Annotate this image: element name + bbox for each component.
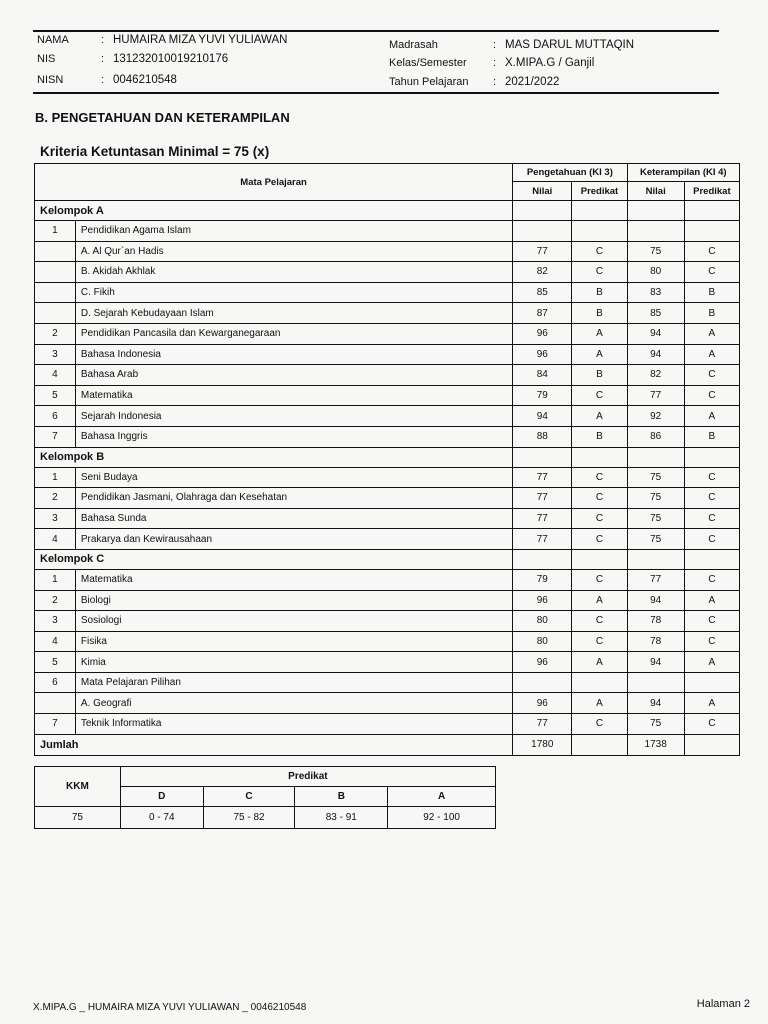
- row-number: 2: [35, 590, 76, 611]
- table-row: [35, 385, 740, 406]
- ki3-nilai: 96: [513, 323, 572, 344]
- ki4-predikat: A: [684, 406, 739, 427]
- table-row: [35, 693, 740, 714]
- empty-cell: [513, 201, 572, 221]
- kkm-label: KKM: [35, 767, 121, 807]
- ki4-predikat: A: [684, 693, 739, 714]
- colon: :: [493, 57, 497, 69]
- madrasah-value: MAS DARUL MUTTAQIN: [505, 39, 635, 51]
- table-row: [35, 672, 740, 693]
- ki3-nilai: 96: [513, 652, 572, 673]
- ki4-predikat: C: [684, 508, 739, 529]
- ki3-nilai: 77: [513, 241, 572, 262]
- ki3-predikat: C: [572, 467, 627, 488]
- colon: :: [493, 39, 497, 51]
- colon: :: [101, 34, 105, 46]
- row-number: 3: [35, 344, 76, 365]
- subject-name: Matematika: [75, 569, 512, 590]
- ki3-predikat: B: [572, 426, 627, 447]
- ki4-nilai: 78: [627, 631, 684, 652]
- subject-name: Bahasa Arab: [75, 365, 512, 386]
- ki3-predikat: B: [572, 303, 627, 324]
- table-row: [35, 221, 740, 242]
- subject-name: Fisika: [75, 631, 512, 652]
- ki3-predikat: [572, 221, 627, 242]
- table-row: [35, 631, 740, 652]
- table-row: [35, 406, 740, 427]
- grade-letter: B: [295, 787, 388, 807]
- grades-table: [34, 163, 740, 756]
- section-title: B. PENGETAHUAN DAN KETERAMPILAN: [35, 110, 290, 125]
- ki4-predikat: C: [684, 631, 739, 652]
- ki4-nilai: 83: [627, 282, 684, 303]
- group-name: Kelompok B: [35, 447, 513, 467]
- student-name: HUMAIRA MIZA YUVI YULIAWAN: [113, 34, 288, 46]
- ki4-nilai: [627, 221, 684, 242]
- table-row: [35, 488, 740, 509]
- grade-range: 83 - 91: [295, 807, 388, 829]
- predikat-header: Predikat: [684, 182, 739, 201]
- ki4-nilai: 94: [627, 652, 684, 673]
- nilai-header: Nilai: [513, 182, 572, 201]
- subject-name: Teknik Informatika: [75, 714, 512, 735]
- ki3-predikat: C: [572, 488, 627, 509]
- total-row: [35, 734, 740, 755]
- subject-header: Mata Pelajaran: [35, 164, 513, 201]
- ki4-nilai: 80: [627, 262, 684, 283]
- subject-name: A. Geografi: [75, 693, 512, 714]
- group-row: [35, 447, 740, 467]
- row-number: 2: [35, 488, 76, 509]
- ki4-nilai: 77: [627, 385, 684, 406]
- ki3-predikat: A: [572, 406, 627, 427]
- kelas-value: X.MIPA.G / Ganjil: [505, 57, 595, 69]
- colon: :: [101, 53, 105, 65]
- empty-cell: [627, 201, 684, 221]
- group-name: Kelompok C: [35, 549, 513, 569]
- ki4-nilai: 94: [627, 344, 684, 365]
- predikat-label: Predikat: [120, 767, 495, 787]
- empty-cell: [572, 549, 627, 569]
- empty-cell: [513, 549, 572, 569]
- grade-letter: A: [388, 787, 496, 807]
- nama-label: NAMA: [37, 34, 69, 46]
- ki3-predikat: A: [572, 590, 627, 611]
- ki4-nilai: 85: [627, 303, 684, 324]
- table-row: [35, 467, 740, 488]
- ki4-predikat: B: [684, 303, 739, 324]
- student-nisn: 0046210548: [113, 74, 177, 86]
- kkm-table: [34, 766, 496, 829]
- ki4-predikat: [684, 221, 739, 242]
- table-row: [35, 508, 740, 529]
- row-number: 1: [35, 221, 76, 242]
- page-number: Halaman 2: [696, 998, 750, 1010]
- table-row: [35, 652, 740, 673]
- row-number: 3: [35, 611, 76, 632]
- total-label: Jumlah: [35, 734, 513, 755]
- ki3-predikat: A: [572, 693, 627, 714]
- row-number: 5: [35, 652, 76, 673]
- subject-name: Bahasa Sunda: [75, 508, 512, 529]
- subject-name: A. Al Qur`an Hadis: [75, 241, 512, 262]
- row-number: 4: [35, 529, 76, 550]
- empty-cell: [513, 447, 572, 467]
- grade-range: 0 - 74: [120, 807, 203, 829]
- ki3-predikat: A: [572, 652, 627, 673]
- subject-name: Prakarya dan Kewirausahaan: [75, 529, 512, 550]
- grade-range: 92 - 100: [388, 807, 496, 829]
- ki3-nilai: [513, 672, 572, 693]
- student-nis: 131232010019210176: [113, 53, 229, 65]
- table-row: [35, 365, 740, 386]
- ki4-predikat: A: [684, 323, 739, 344]
- empty-cell: [627, 549, 684, 569]
- total-ki3: 1780: [513, 734, 572, 755]
- empty-cell: [572, 734, 627, 755]
- ki3-nilai: 82: [513, 262, 572, 283]
- subject-name: Pendidikan Pancasila dan Kewarganegaraan: [75, 323, 512, 344]
- group-row: [35, 549, 740, 569]
- ki3-header: Pengetahuan (KI 3): [513, 164, 627, 182]
- ki4-nilai: [627, 672, 684, 693]
- ki3-nilai: 84: [513, 365, 572, 386]
- subject-name: Bahasa Indonesia: [75, 344, 512, 365]
- colon: :: [101, 74, 105, 86]
- ki4-nilai: 75: [627, 508, 684, 529]
- ki4-nilai: 94: [627, 590, 684, 611]
- madrasah-label: Madrasah: [389, 39, 438, 51]
- subject-name: B. Akidah Akhlak: [75, 262, 512, 283]
- ki3-predikat: C: [572, 262, 627, 283]
- ki3-predikat: A: [572, 344, 627, 365]
- student-info-header: [33, 30, 719, 94]
- ki3-nilai: 77: [513, 714, 572, 735]
- ki3-predikat: C: [572, 241, 627, 262]
- ki4-predikat: A: [684, 590, 739, 611]
- ki3-nilai: 77: [513, 529, 572, 550]
- ki3-nilai: 85: [513, 282, 572, 303]
- table-row: [35, 282, 740, 303]
- predikat-header: Predikat: [572, 182, 627, 201]
- ki3-nilai: 94: [513, 406, 572, 427]
- row-number: 6: [35, 406, 76, 427]
- ki3-nilai: 77: [513, 508, 572, 529]
- ki4-predikat: B: [684, 426, 739, 447]
- ki4-nilai: 86: [627, 426, 684, 447]
- empty-cell: [684, 734, 739, 755]
- nis-label: NIS: [37, 53, 56, 65]
- ki4-nilai: 75: [627, 467, 684, 488]
- table-row: [35, 611, 740, 632]
- subject-name: Kimia: [75, 652, 512, 673]
- subject-name: Bahasa Inggris: [75, 426, 512, 447]
- ki4-predikat: C: [684, 488, 739, 509]
- ki4-nilai: 94: [627, 323, 684, 344]
- ki4-nilai: 78: [627, 611, 684, 632]
- ki4-nilai: 75: [627, 714, 684, 735]
- ki3-nilai: 77: [513, 488, 572, 509]
- row-number: 7: [35, 426, 76, 447]
- subject-name: Sosiologi: [75, 611, 512, 632]
- tahun-label: Tahun Pelajaran: [389, 76, 469, 88]
- empty-cell: [684, 201, 739, 221]
- ki3-nilai: 96: [513, 590, 572, 611]
- row-number: [35, 282, 76, 303]
- kelas-label: Kelas/Semester: [389, 57, 467, 69]
- empty-cell: [684, 549, 739, 569]
- subject-name: Seni Budaya: [75, 467, 512, 488]
- ki4-predikat: C: [684, 385, 739, 406]
- row-number: [35, 303, 76, 324]
- subject-name: Mata Pelajaran Pilihan: [75, 672, 512, 693]
- ki3-predikat: C: [572, 529, 627, 550]
- ki3-nilai: 80: [513, 631, 572, 652]
- footer-left: X.MIPA.G _ HUMAIRA MIZA YUVI YULIAWAN _ 0046210548: [33, 1002, 307, 1013]
- ki4-predikat: A: [684, 652, 739, 673]
- row-number: 6: [35, 672, 76, 693]
- ki4-predikat: C: [684, 241, 739, 262]
- ki4-predikat: C: [684, 569, 739, 590]
- row-number: 3: [35, 508, 76, 529]
- ki4-nilai: 94: [627, 693, 684, 714]
- subject-name: C. Fikih: [75, 282, 512, 303]
- kkm-title: Kriteria Ketuntasan Minimal = 75 (x): [40, 144, 270, 159]
- subject-name: Pendidikan Agama Islam: [75, 221, 512, 242]
- kkm-value: 75: [35, 807, 121, 829]
- row-number: 5: [35, 385, 76, 406]
- table-row: [35, 714, 740, 735]
- ki4-predikat: A: [684, 344, 739, 365]
- table-row: [35, 344, 740, 365]
- table-row: [35, 241, 740, 262]
- subject-name: D. Sejarah Kebudayaan Islam: [75, 303, 512, 324]
- ki4-predikat: C: [684, 262, 739, 283]
- group-name: Kelompok A: [35, 201, 513, 221]
- ki3-predikat: C: [572, 385, 627, 406]
- row-number: [35, 262, 76, 283]
- group-row: [35, 201, 740, 221]
- ki3-predikat: C: [572, 569, 627, 590]
- table-row: [35, 590, 740, 611]
- ki4-predikat: C: [684, 467, 739, 488]
- table-row: [35, 262, 740, 283]
- row-number: 2: [35, 323, 76, 344]
- ki3-nilai: 77: [513, 467, 572, 488]
- ki4-nilai: 82: [627, 365, 684, 386]
- ki4-predikat: [684, 672, 739, 693]
- table-row: [35, 323, 740, 344]
- ki4-predikat: C: [684, 365, 739, 386]
- row-number: 1: [35, 467, 76, 488]
- ki3-nilai: 96: [513, 693, 572, 714]
- ki3-predikat: B: [572, 282, 627, 303]
- subject-name: Sejarah Indonesia: [75, 406, 512, 427]
- ki3-predikat: C: [572, 714, 627, 735]
- grade-letter: D: [120, 787, 203, 807]
- ki3-predikat: C: [572, 508, 627, 529]
- ki4-header: Keterampilan (KI 4): [627, 164, 739, 182]
- table-row: [35, 569, 740, 590]
- table-row: [35, 303, 740, 324]
- row-number: [35, 241, 76, 262]
- empty-cell: [572, 447, 627, 467]
- ki4-nilai: 75: [627, 241, 684, 262]
- ki3-nilai: 80: [513, 611, 572, 632]
- table-row: [35, 529, 740, 550]
- row-number: 1: [35, 569, 76, 590]
- row-number: [35, 693, 76, 714]
- nilai-header: Nilai: [627, 182, 684, 201]
- ki3-nilai: 79: [513, 569, 572, 590]
- ki4-predikat: C: [684, 714, 739, 735]
- ki3-predikat: B: [572, 365, 627, 386]
- colon: :: [493, 76, 497, 88]
- empty-cell: [627, 447, 684, 467]
- ki3-predikat: A: [572, 323, 627, 344]
- ki3-nilai: 87: [513, 303, 572, 324]
- total-ki4: 1738: [627, 734, 684, 755]
- ki4-nilai: 92: [627, 406, 684, 427]
- ki3-nilai: 88: [513, 426, 572, 447]
- ki3-nilai: 96: [513, 344, 572, 365]
- subject-name: Pendidikan Jasmani, Olahraga dan Kesehatan: [75, 488, 512, 509]
- row-number: 4: [35, 631, 76, 652]
- nisn-label: NISN: [37, 74, 64, 86]
- subject-name: Matematika: [75, 385, 512, 406]
- table-row: [35, 426, 740, 447]
- ki3-nilai: 79: [513, 385, 572, 406]
- ki3-predikat: C: [572, 631, 627, 652]
- ki4-nilai: 77: [627, 569, 684, 590]
- ki4-predikat: B: [684, 282, 739, 303]
- empty-cell: [684, 447, 739, 467]
- ki4-predikat: C: [684, 529, 739, 550]
- empty-cell: [572, 201, 627, 221]
- ki4-nilai: 75: [627, 529, 684, 550]
- ki4-nilai: 75: [627, 488, 684, 509]
- row-number: 7: [35, 714, 76, 735]
- tahun-value: 2021/2022: [505, 76, 560, 88]
- ki3-predikat: C: [572, 611, 627, 632]
- grade-letter: C: [203, 787, 295, 807]
- grade-range: 75 - 82: [203, 807, 295, 829]
- ki3-nilai: [513, 221, 572, 242]
- ki3-predikat: [572, 672, 627, 693]
- row-number: 4: [35, 365, 76, 386]
- ki4-predikat: C: [684, 611, 739, 632]
- subject-name: Biologi: [75, 590, 512, 611]
